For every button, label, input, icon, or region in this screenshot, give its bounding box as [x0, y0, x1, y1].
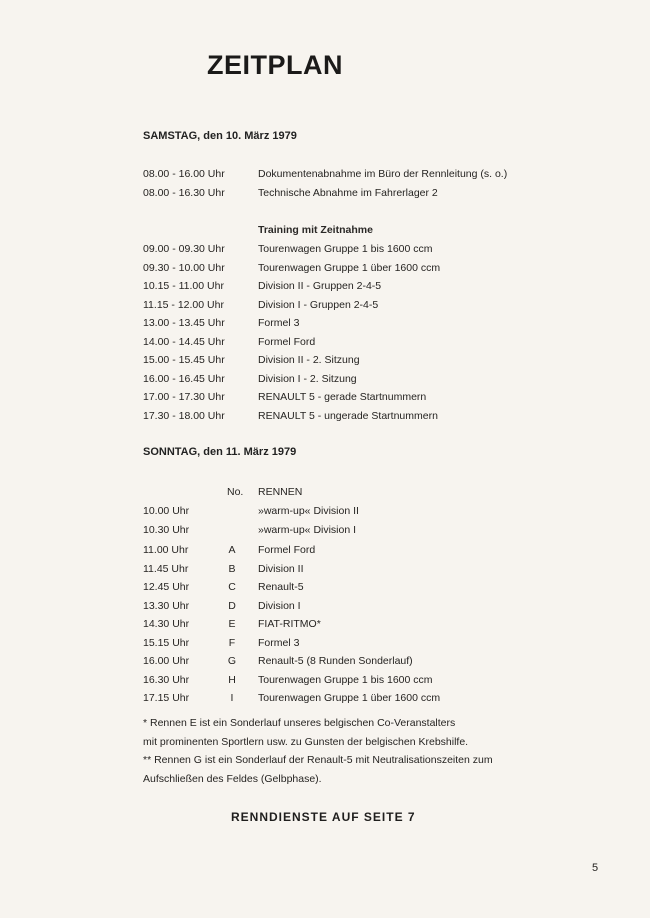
time-cell: 10.30 Uhr [143, 524, 190, 536]
event-description: Technische Abnahme im Fahrerlager 2 [258, 187, 438, 199]
schedule-row [0, 317, 650, 333]
schedule-row [0, 373, 650, 389]
schedule-row [0, 655, 650, 671]
time-cell: 12.45 Uhr [143, 581, 190, 593]
schedule-row [0, 391, 650, 407]
schedule-row [0, 187, 650, 203]
footnote-line: mit prominenten Sportlern usw. zu Gunsten der belgischen Krebshilfe. [143, 735, 469, 748]
time-cell: 16.00 Uhr [143, 655, 190, 667]
page-title: ZEITPLAN [207, 50, 343, 80]
event-description: FIAT-RITMO* [258, 618, 321, 630]
schedule-row [0, 581, 650, 597]
event-description: Tourenwagen Gruppe 1 bis 1600 ccm [258, 673, 433, 686]
event-description: Division I - Gruppen 2-4-5 [258, 298, 379, 311]
time-cell: 16.30 Uhr [143, 673, 190, 686]
footnote-line: Aufschließen des Feldes (Gelbphase). [143, 772, 322, 785]
event-description: RENAULT 5 - gerade Startnummern [258, 391, 427, 403]
race-number: C [228, 581, 236, 593]
event-description: RENAULT 5 - ungerade Startnummern [258, 409, 438, 422]
training-heading: Training mit Zeitnahme [258, 224, 373, 236]
time-cell: 17.15 Uhr [143, 692, 190, 704]
race-number: F [228, 636, 236, 649]
race-number: D [228, 599, 236, 612]
time-cell: 14.30 Uhr [143, 618, 190, 630]
race-number: I [230, 692, 234, 704]
event-description: Division II - Gruppen 2-4-5 [258, 280, 382, 292]
time-cell: 13.30 Uhr [143, 599, 190, 612]
event-description: Tourenwagen Gruppe 1 über 1600 ccm [258, 261, 441, 274]
race-number: B [228, 562, 236, 575]
schedule-row [0, 243, 650, 259]
event-description: Renault-5 [258, 581, 304, 593]
time-cell: 15.00 - 15.45 Uhr [143, 354, 225, 366]
race-number: G [227, 655, 237, 667]
saturday-heading: SAMSTAG, den 10. März 1979 [143, 130, 297, 142]
event-description: Formel 3 [258, 636, 300, 649]
time-cell: 10.15 - 11.00 Uhr [143, 280, 224, 292]
time-cell: 17.30 - 18.00 Uhr [143, 409, 225, 422]
race-number: H [228, 673, 236, 686]
schedule-row [0, 692, 650, 708]
services-reference: RENNDIENSTE AUF SEITE 7 [231, 810, 416, 824]
schedule-row [0, 336, 650, 352]
schedule-row [0, 299, 650, 315]
race-number: A [228, 544, 236, 556]
race-number: E [228, 618, 236, 630]
event-description: Division II [258, 562, 304, 575]
event-description: Dokumentenabnahme im Büro der Rennleitung (s. o.) [258, 168, 508, 180]
event-description: Division I [258, 599, 301, 612]
schedule-row [0, 618, 650, 634]
time-cell: 09.00 - 09.30 Uhr [143, 243, 225, 255]
time-cell: 11.00 Uhr [143, 544, 189, 556]
time-cell: 13.00 - 13.45 Uhr [143, 317, 225, 329]
schedule-row [0, 524, 650, 540]
schedule-row [0, 544, 650, 560]
column-header-no: No. [227, 486, 244, 498]
footnotes [143, 714, 493, 788]
time-cell: 11.15 - 12.00 Uhr [143, 298, 224, 311]
event-description: Division I - 2. Sitzung [258, 372, 357, 385]
schedule-row [0, 280, 650, 296]
schedule-row [0, 600, 650, 616]
schedule-row [0, 637, 650, 653]
schedule-row [0, 505, 650, 521]
event-description: Tourenwagen Gruppe 1 über 1600 ccm [258, 692, 441, 704]
time-cell: 17.00 - 17.30 Uhr [143, 391, 225, 403]
time-cell: 15.15 Uhr [143, 636, 190, 649]
schedule-row [0, 410, 650, 426]
schedule-row [0, 168, 650, 184]
event-description: Division II - 2. Sitzung [258, 354, 360, 366]
schedule-row [0, 563, 650, 579]
event-description: Formel 3 [258, 317, 300, 329]
time-cell: 10.00 Uhr [143, 505, 190, 517]
schedule-row [0, 354, 650, 370]
time-cell: 16.00 - 16.45 Uhr [143, 372, 225, 385]
event-description: »warm-up« Division I [258, 524, 357, 536]
event-description: Formel Ford [258, 544, 316, 556]
time-cell: 14.00 - 14.45 Uhr [143, 335, 225, 348]
footnote-line: ** Rennen G ist ein Sonderlauf der Renault-5 mit Neutralisationszeiten zum [143, 754, 493, 766]
sunday-heading: SONNTAG, den 11. März 1979 [143, 446, 297, 458]
schedule-row [0, 262, 650, 278]
event-description: Tourenwagen Gruppe 1 bis 1600 ccm [258, 243, 433, 255]
schedule-row [0, 674, 650, 690]
time-cell: 08.00 - 16.30 Uhr [143, 187, 225, 199]
event-description: Renault-5 (8 Runden Sonderlauf) [258, 655, 413, 667]
event-description: Formel Ford [258, 335, 316, 348]
event-description: »warm-up« Division II [258, 505, 359, 517]
page-number: 5 [592, 862, 599, 874]
footnote-line: * Rennen E ist ein Sonderlauf unseres belgischen Co-Veranstalters [143, 717, 456, 729]
column-header-race: RENNEN [258, 486, 303, 498]
time-cell: 09.30 - 10.00 Uhr [143, 261, 225, 274]
time-cell: 11.45 Uhr [143, 562, 189, 575]
time-cell: 08.00 - 16.00 Uhr [143, 168, 225, 180]
